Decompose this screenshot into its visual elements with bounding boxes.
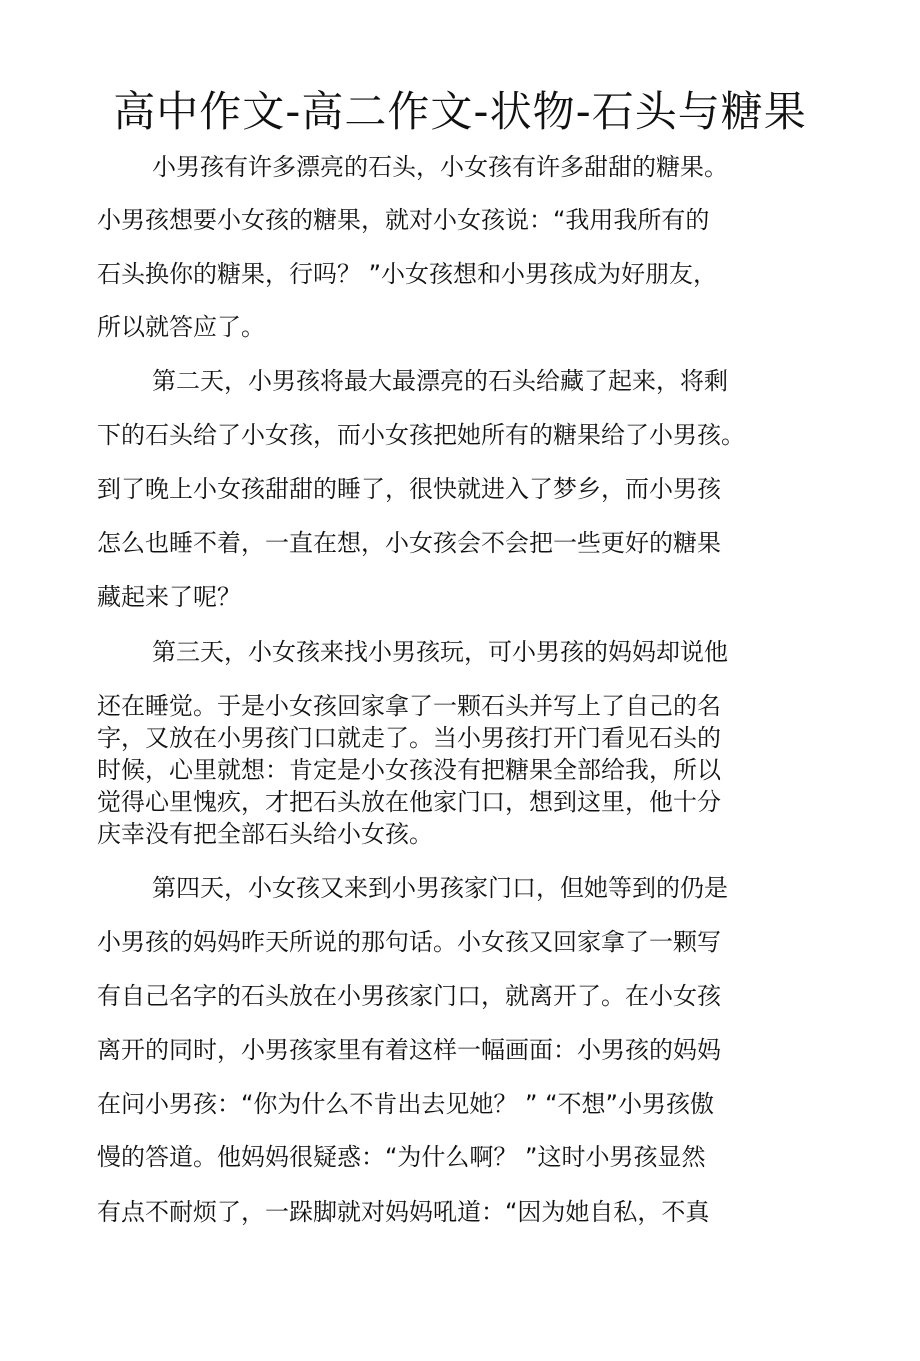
- paragraph-line: 石头换你的糖果，行吗？ ”小女孩想和小男孩成为好朋友，: [97, 260, 718, 288]
- paragraph-line: 有点不耐烦了，一跺脚就对妈妈吼道：“因为她自私，不真: [97, 1198, 710, 1226]
- paragraph-line: 怎么也睡不着，一直在想，小女孩会不会把一些更好的糖果: [97, 529, 721, 557]
- paragraph-line: 第三天，小女孩来找小男孩玩，可小男孩的妈妈却说他: [152, 638, 728, 666]
- paragraph-line: 所以就答应了。: [97, 313, 265, 341]
- paragraph-line: 小男孩的妈妈昨天所说的那句话。小女孩又回家拿了一颗写: [97, 928, 721, 956]
- paragraph-line: 还在睡觉。于是小女孩回家拿了一颗石头并写上了自己的名: [97, 692, 721, 720]
- paragraph-line: 藏起来了呢？: [97, 583, 241, 611]
- paragraph-line: 小男孩想要小女孩的糖果，就对小女孩说：“我用我所有的: [97, 206, 710, 234]
- paragraph-line: 离开的同时，小男孩家里有着这样一幅画面：小男孩的妈妈: [97, 1036, 721, 1064]
- document-title: 高中作文-高二作文-状物-石头与糖果: [113, 87, 807, 136]
- paragraph-line: 有自己名字的石头放在小男孩家门口，就离开了。在小女孩: [97, 982, 721, 1010]
- paragraph-line: 庆幸没有把全部石头给小女孩。: [97, 820, 433, 848]
- paragraph-line: 觉得心里愧疚，才把石头放在他家门口，想到这里，他十分: [97, 788, 721, 816]
- paragraph-line: 时候，心里就想：肯定是小女孩没有把糖果全部给我，所以: [97, 756, 721, 784]
- paragraph-line: 到了晚上小女孩甜甜的睡了，很快就进入了梦乡，而小男孩: [97, 475, 721, 503]
- paragraph-line: 第四天，小女孩又来到小男孩家门口，但她等到的仍是: [152, 874, 728, 902]
- paragraph-line: 下的石头给了小女孩，而小女孩把她所有的糖果给了小男孩。: [97, 421, 745, 449]
- paragraph-line: 第二天，小男孩将最大最漂亮的石头给藏了起来，将剩: [152, 367, 728, 395]
- paragraph-line: 小男孩有许多漂亮的石头，小女孩有许多甜甜的糖果。: [152, 153, 728, 181]
- paragraph-line: 在问小男孩：“你为什么不肯出去见她？ ” “不想”小男孩傲: [97, 1090, 714, 1118]
- paragraph-line: 慢的答道。他妈妈很疑惑：“为什么啊？ ”这时小男孩显然: [97, 1143, 706, 1171]
- paragraph-line: 字，又放在小男孩门口就走了。当小男孩打开门看见石头的: [97, 724, 721, 752]
